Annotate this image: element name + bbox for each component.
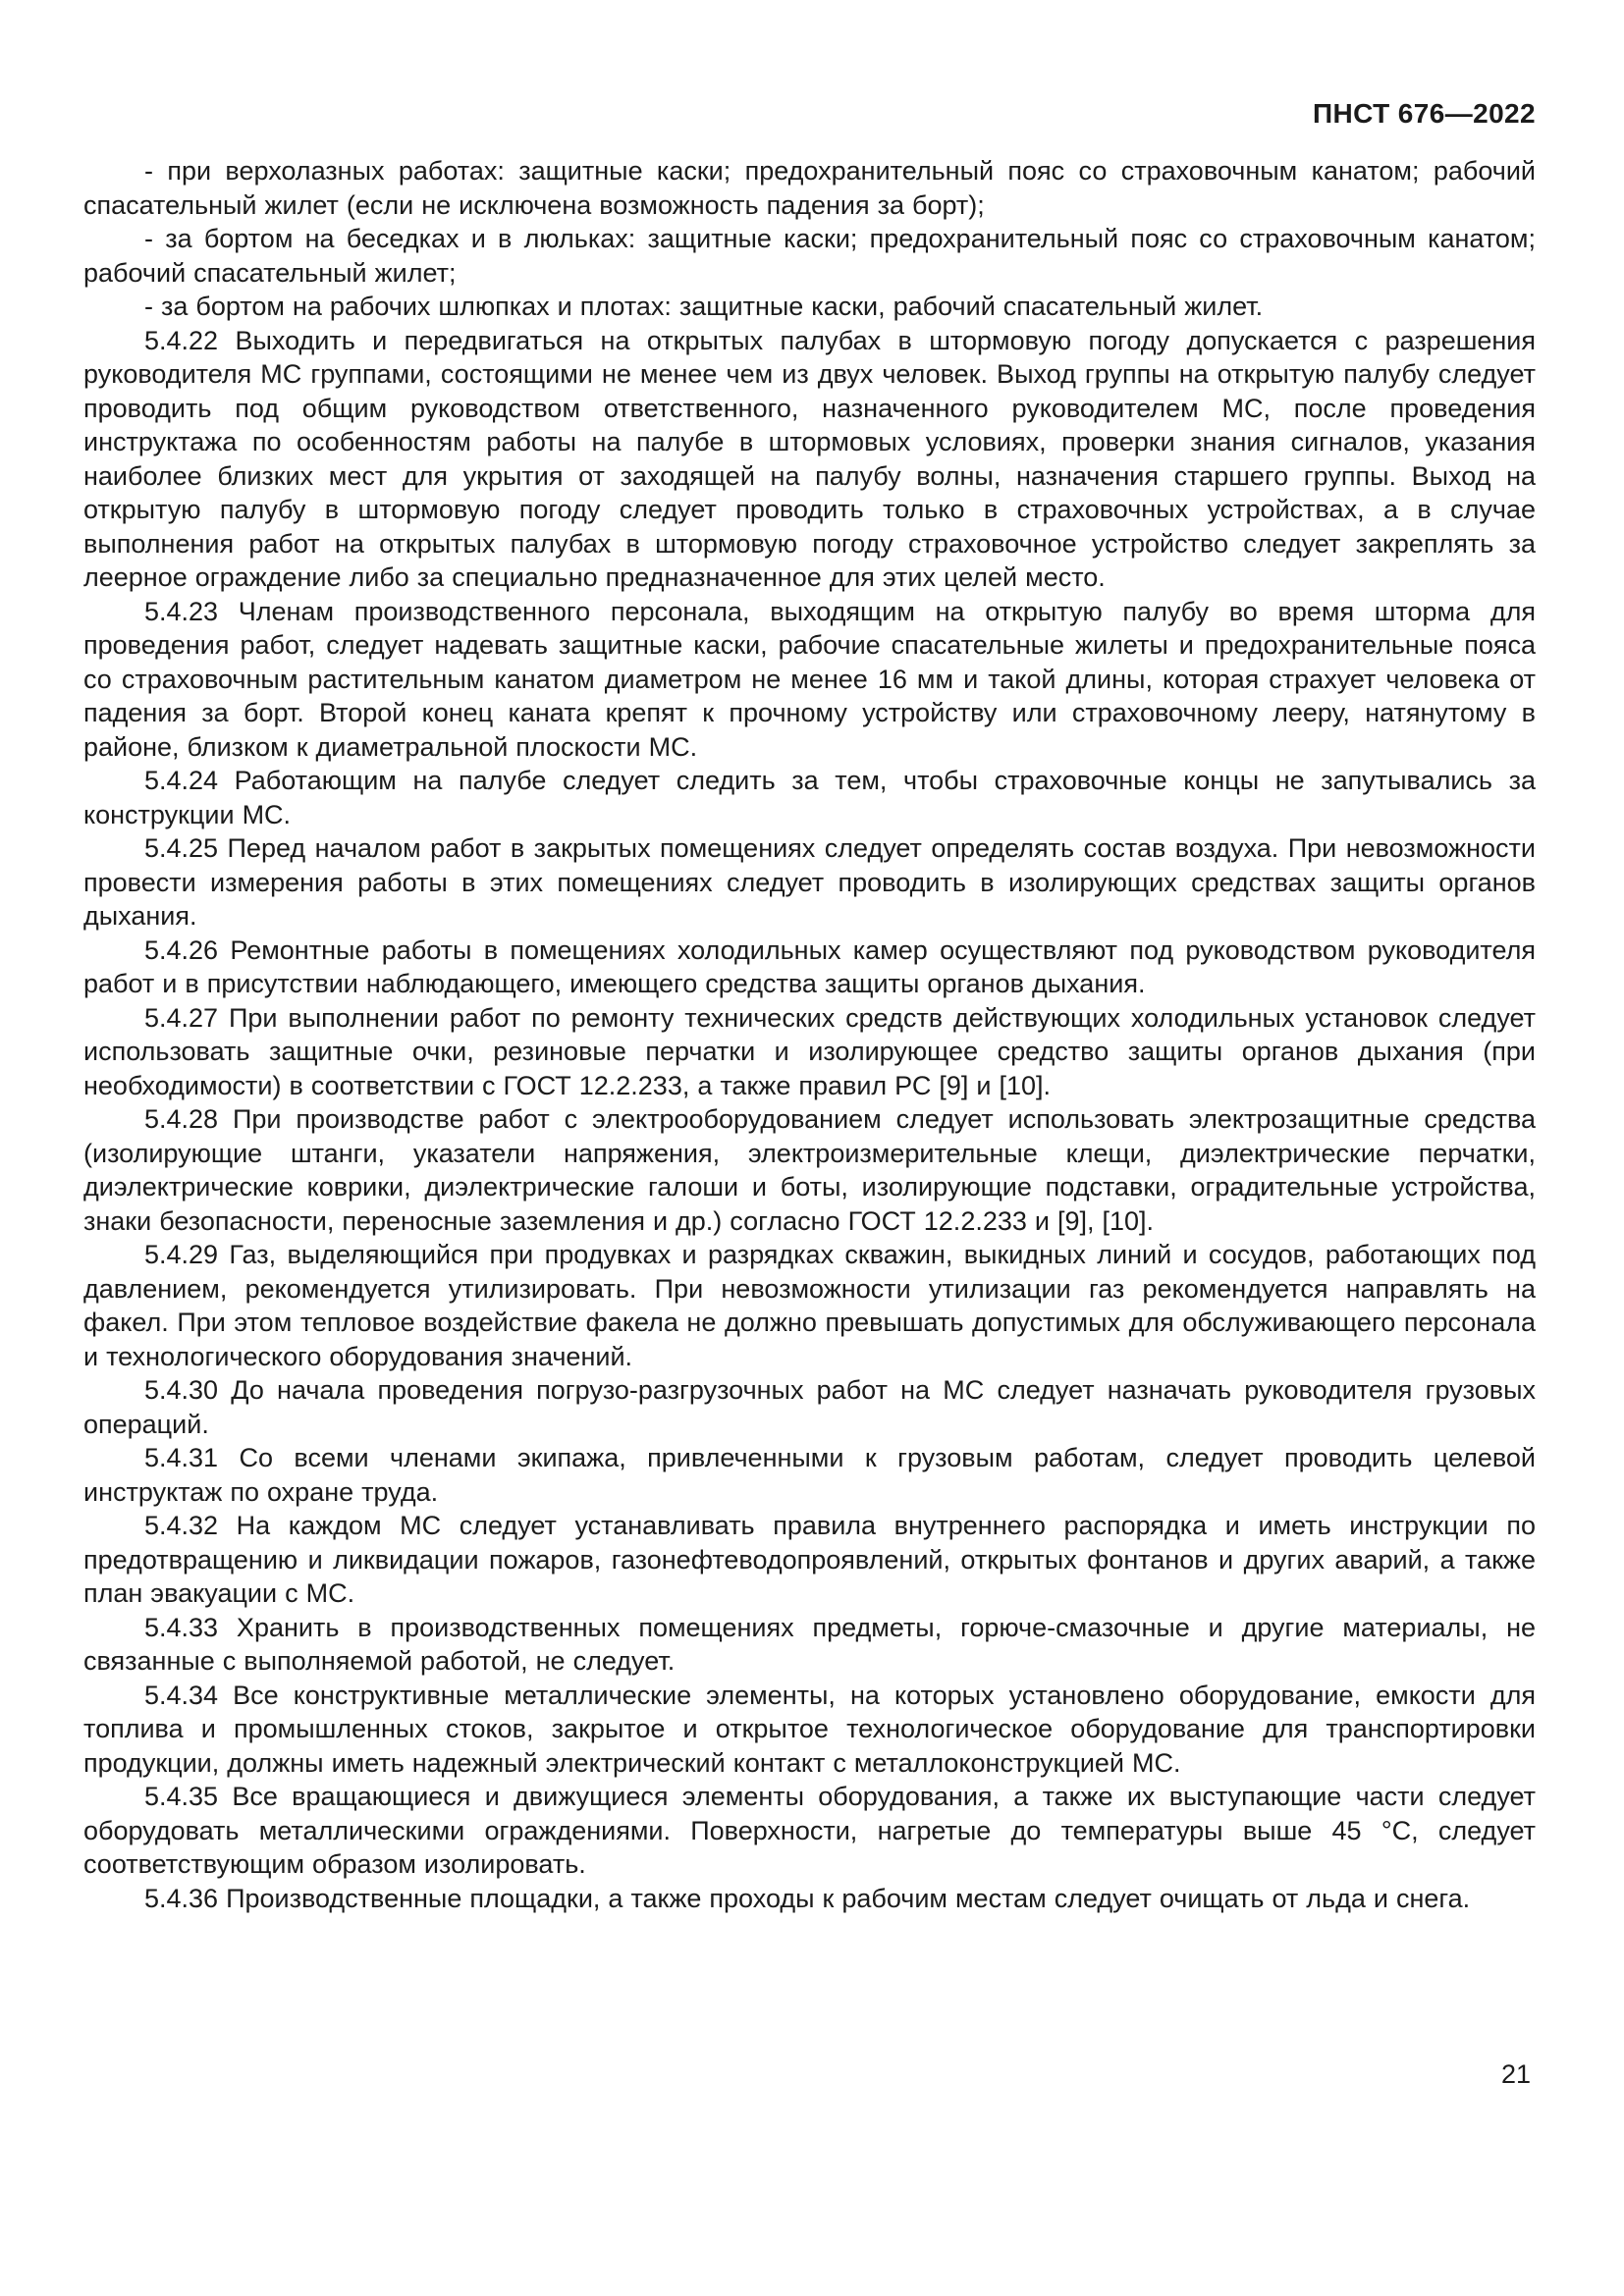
paragraph-5-4-30: 5.4.30 До начала проведения погрузо-разгрузочных работ на МС следует назначать руководителя грузовых операций. [83,1375,1536,1439]
paragraph-5-4-24: 5.4.24 Работающим на палубе следует следить за тем, чтобы страховочные концы не запутывались за конструкции МС. [83,766,1536,829]
paragraph-5-4-34: 5.4.34 Все конструктивные металлические элементы, на которых установлено оборудование, емкости для топлива и промышленных стоков, закрытое и открытое технологическое оборудование для транспортировки продукции, должны иметь надежный электрический контакт с металлоконструкцией МС. [83,1680,1536,1778]
paragraph-5-4-22: 5.4.22 Выходить и передвигаться на открытых палубах в штормовую погоду допускается с разрешения руководителя МС группами, состоящими не менее чем из двух человек. Выход группы на открытую палубу следует проводить под общим руководством ответственного, назначенного руководителем МС, после проведения инструктажа по особенностям работы на палубе в штормовых условиях, проверки знания сигналов, указания наиболее близких мест для укрытия от заходящей на палубу волны, назначения старшего группы. Выход на открытую палубу в штормовую погоду следует проводить только в страховочных устройствах, а в случае выполнения работ на открытых палубах в штормовую погоду страховочное устройство следует закреплять за леерное ограждение либо за специально предназначенное для этих целей место. [83,325,1536,592]
paragraph-5-4-32: 5.4.32 На каждом МС следует устанавливать правила внутреннего распорядка и иметь инструкции по предотвращению и ликвидации пожаров, газонефтеводопроявлений, открытых фонтанов и других аварий, а также план эвакуации с МС. [83,1511,1536,1608]
paragraph-5-4-23: 5.4.23 Членам производственного персонала, выходящим на открытую палубу во время шторма для проведения работ, следует надевать защитные каски, рабочие спасательные жилеты и предохранительные пояса со страховочным растительным канатом диаметром не менее 16 мм и такой длины, которая страхует человека от падения за борт. Второй конец каната крепят к прочному устройству или страховочному лееру, натянутому в районе, близком к диаметральной плоскости МС. [83,596,1536,762]
page-number: 21 [1500,2059,1531,2089]
list-item: - за бортом на беседках и в люльках: защитные каски; предохранительный пояс со страховочным канатом; рабочий спасательный жилет; [83,224,1536,288]
paragraph-5-4-31: 5.4.31 Со всеми членами экипажа, привлеченными к грузовым работам, следует проводить целевой инструктаж по охране труда. [83,1443,1536,1507]
list-item: - при верхолазных работах: защитные каски; предохранительный пояс со страховочным канатом; рабочий спасательный жилет (если не исключена возможность падения за борт); [83,156,1536,220]
paragraph-5-4-27: 5.4.27 При выполнении работ по ремонту технических средств действующих холодильных установок следует использовать защитные очки, резиновые перчатки и изолирующее средство защиты органов дыхания (при необходимости) в соответствии с ГОСТ 12.2.233, а также правил РС [9] и [10]. [83,1002,1536,1100]
paragraph-5-4-33: 5.4.33 Хранить в производственных помещениях предметы, горюче-смазочные и другие материалы, не связанные с выполняемой работой, не следует. [83,1612,1536,1676]
paragraph-5-4-36: 5.4.36 Производственные площадки, а также проходы к рабочим местам следует очищать от льда и снега. [144,1883,1471,1913]
paragraph-5-4-28: 5.4.28 При производстве работ с электрооборудованием следует использовать электрозащитные средства (изолирующие штанги, указатели напряжения, электроизмерительные клещи, диэлектрические перчатки, диэлектрические коврики, диэлектрические галоши и боты, изолирующие подставки, оградительные устройства, знаки безопасности, переносные заземления и др.) согласно ГОСТ 12.2.233 и [9], [10]. [83,1104,1536,1236]
document-body [83,154,1536,1915]
paragraph-5-4-35: 5.4.35 Все вращающиеся и движущиеся элементы оборудования, а также их выступающие части следует оборудовать металлическими ограждениями. Поверхности, нагретые до температуры выше 45 °С, следует соответствующим образом изолировать. [83,1782,1536,1879]
document-code-header: ПНСТ 676—2022 [1313,98,1536,129]
paragraph-5-4-26: 5.4.26 Ремонтные работы в помещениях холодильных камер осуществляют под руководством руководителя работ и в присутствии наблюдающего, имеющего средства защиты органов дыхания. [83,934,1536,998]
paragraph-5-4-29: 5.4.29 Газ, выделяющийся при продувках и разрядках скважин, выкидных линий и сосудов, работающих под давлением, рекомендуется утилизировать. При невозможности утилизации газ рекомендуется направлять на факел. При этом тепловое воздействие факела не должно превышать допустимых для обслуживающего персонала и технологического оборудования значений. [83,1240,1536,1371]
list-item: - за бортом на рабочих шлюпках и плотах: защитные каски, рабочий спасательный жилет. [144,292,1264,321]
paragraph-5-4-25: 5.4.25 Перед началом работ в закрытых помещениях следует определять состав воздуха. При невозможности провести измерения работы в этих помещениях следует проводить в изолирующих средствах защиты органов дыхания. [83,833,1536,931]
